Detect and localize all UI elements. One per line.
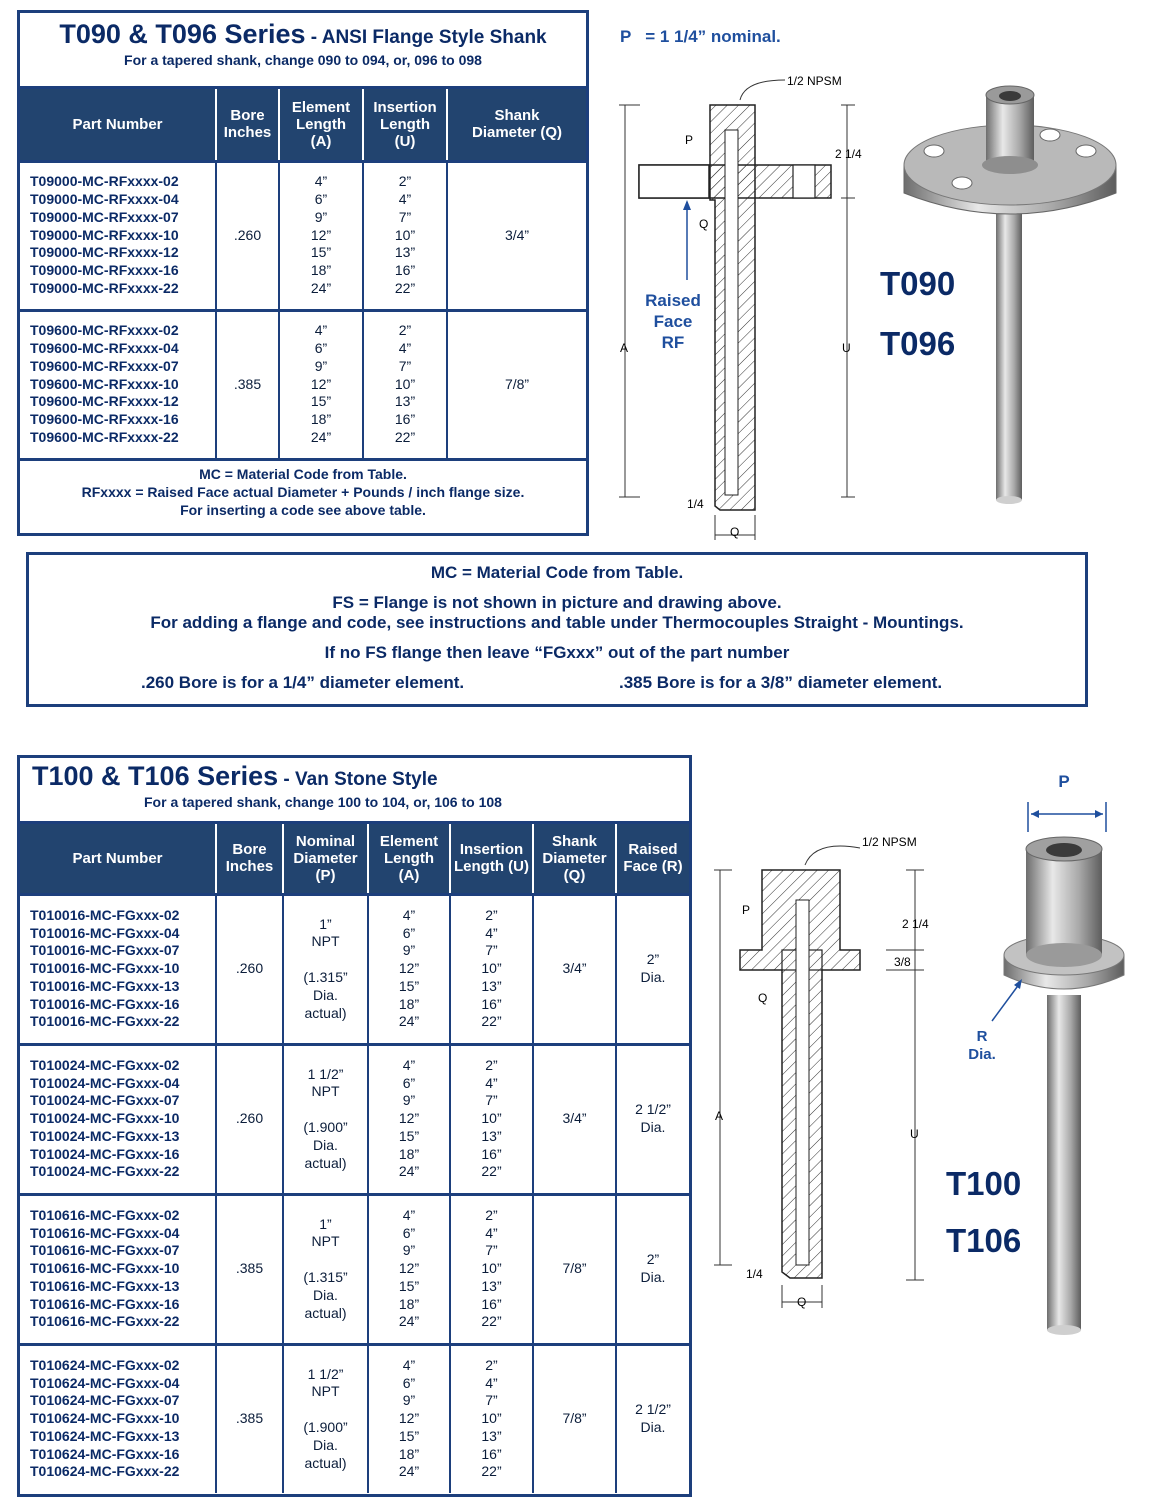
t090-footer (20, 458, 586, 519)
cell-line: 6” (314, 340, 328, 356)
cell-line: 10” (481, 1410, 502, 1427)
bore-cell: .385 (216, 1194, 283, 1344)
model-t090: T090 (880, 265, 956, 302)
cell-line: 24” (310, 279, 332, 296)
cell-line: T010624-MC-FGxxx-22 (30, 1463, 180, 1480)
cell-line: 15” (398, 1127, 420, 1144)
t090-q-bottom-label: Q (730, 525, 740, 539)
header-shank-diameter: Shank Diameter (Q) (447, 89, 586, 161)
t100-p-label: P (742, 903, 751, 917)
t100-technical-drawing (710, 830, 950, 1320)
cell-line: 9” (402, 942, 416, 959)
note-no-fs: If no FS flange then leave “FGxxx” out of the part number (324, 643, 790, 662)
cell-line: T010024-MC-FGxxx-10 (30, 1110, 180, 1127)
cell-line: 6” (402, 1074, 416, 1091)
t100-u-label: U (910, 1127, 919, 1141)
insertion-length-cell (450, 1194, 533, 1344)
insertion-length-cell (450, 894, 533, 1044)
nominal-diameter-cell (283, 1194, 368, 1344)
element-length-cell (279, 161, 363, 310)
table-row (20, 894, 689, 1044)
table-row (20, 1044, 689, 1194)
cell-line: 4” (314, 173, 328, 190)
raised-face-label: Raised Face RF (645, 291, 701, 352)
cell-line: T010616-MC-FGxxx-16 (30, 1295, 180, 1312)
header-nominal-diameter: Nominal Diameter (P) (283, 824, 368, 894)
cell-line: 7” (485, 1092, 498, 1109)
cell-line: 18” (398, 995, 420, 1012)
shank-diameter-cell: 3/4” (533, 894, 616, 1044)
model-t096: T096 (880, 325, 956, 362)
cell-line: T010024-MC-FGxxx-07 (30, 1092, 180, 1109)
cell-line: 6” (402, 1374, 416, 1391)
t100-npsm-label: 1/2 NPSM (862, 835, 917, 849)
cell-line: 18” (310, 262, 332, 279)
raised-face-cell (616, 1344, 689, 1493)
t100-p-dimension-arrow (1025, 800, 1110, 836)
t100-series-panel (17, 755, 692, 1497)
cell-line: T010024-MC-FGxxx-04 (30, 1074, 180, 1091)
element-length-cell (368, 894, 450, 1044)
r-dia-label: R Dia. (968, 1028, 996, 1063)
cell-line: T010616-MC-FGxxx-07 (30, 1242, 180, 1259)
cell-line: 4” (485, 924, 498, 941)
part-number-cell (20, 1194, 216, 1344)
cell-line: T010016-MC-FGxxx-13 (30, 977, 180, 994)
t100-subtitle: Van Stone Style (295, 769, 438, 790)
cell-line: 2” (485, 1056, 498, 1073)
cell-line: T010616-MC-FGxxx-04 (30, 1224, 180, 1241)
cell-line: 2” (485, 1206, 498, 1223)
cell-line: T09000-MC-RFxxxx-16 (30, 262, 179, 279)
shank-diameter-cell: 7/8” (533, 1194, 616, 1344)
cell-line: 2” (485, 906, 498, 923)
cell-line: 1” (319, 915, 332, 932)
bore-cell: .260 (216, 1044, 283, 1194)
cell-line: 10” (481, 1110, 502, 1127)
part-number-cell (20, 310, 216, 458)
part-number-cell (20, 1044, 216, 1194)
cell-line: 2” (398, 322, 412, 339)
cell-line: T010624-MC-FGxxx-07 (30, 1392, 180, 1409)
cell-line: T010024-MC-FGxxx-22 (30, 1163, 180, 1180)
cell-line: actual) (304, 1454, 347, 1471)
cell-line: 22” (481, 1163, 502, 1180)
cell-line: NPT (311, 1083, 340, 1100)
footer-mc: MC = Material Code from Table. (199, 465, 407, 482)
t100-spec-table (20, 824, 689, 1493)
cell-line: actual) (304, 1154, 347, 1171)
notes-box (26, 552, 1088, 707)
t090-taper-note: For a tapered shank, change 090 to 094, or, 096 to 098 (124, 52, 482, 68)
cell-line: Dia. (640, 1419, 666, 1435)
cell-line: 16” (481, 1445, 502, 1462)
insertion-length-cell (450, 1044, 533, 1194)
cell-line: 4” (398, 191, 412, 207)
t090-title-block: T090 & T096 Series - ANSI Flange Style Shank For a tapered shank, change 090 to 094, or, 096 to 098 (20, 13, 586, 89)
header-bore: Bore Inches (216, 89, 279, 161)
cell-line: 24” (398, 1463, 420, 1480)
r-dia-arrow (988, 975, 1028, 1025)
cell-line: (1.315” (303, 969, 348, 985)
t090-q-mid-label: Q (699, 217, 709, 231)
cell-line: 1 1/2” (307, 1065, 344, 1082)
header-raised-face: Raised Face (R) (616, 824, 689, 894)
cell-line: 24” (398, 1013, 420, 1030)
cell-line: T09000-MC-RFxxxx-02 (30, 173, 179, 190)
cell-line: 12” (398, 1260, 420, 1277)
header-insertion-length: Insertion Length (U) (363, 89, 447, 161)
cell-line: 2 1/2” (635, 1401, 671, 1418)
cell-line: 2” (485, 1356, 498, 1373)
cell-line: 16” (481, 1295, 502, 1312)
cell-line: Dia. (313, 1136, 338, 1153)
header-insertion-length: Insertion Length (U) (450, 824, 533, 894)
cell-line: T010024-MC-FGxxx-02 (30, 1056, 180, 1073)
cell-line: 13” (481, 977, 502, 994)
nominal-diameter-cell (283, 1044, 368, 1194)
t100-title: T100 & T106 Series (32, 761, 279, 791)
raised-face-cell (616, 894, 689, 1044)
p-nominal-note: P = 1 1/4” nominal. (620, 27, 781, 46)
cell-line: T010624-MC-FGxxx-16 (30, 1445, 180, 1462)
cell-line: T010616-MC-FGxxx-02 (30, 1206, 180, 1223)
nominal-diameter-cell (283, 894, 368, 1044)
raised-face-cell (616, 1044, 689, 1194)
cell-line: 15” (310, 244, 332, 261)
t100-a-label: A (715, 1109, 724, 1123)
table-row (20, 161, 586, 310)
t090-p-label: P (685, 133, 694, 147)
table-row (20, 1194, 689, 1344)
element-length-cell (368, 1344, 450, 1493)
t100-quarter-label: 1/4 (746, 1267, 763, 1281)
t100-p-dimension-label: P (1058, 772, 1070, 791)
cell-line: Dia. (313, 986, 338, 1003)
insertion-length-cell (363, 310, 447, 458)
cell-line: 4” (402, 1056, 416, 1073)
cell-line: 9” (402, 1092, 416, 1109)
table-row (20, 1344, 689, 1493)
cell-line: T09600-MC-RFxxxx-12 (30, 393, 179, 410)
header-part-number: Part Number (20, 824, 216, 894)
cell-line: T010016-MC-FGxxx-07 (30, 942, 180, 959)
cell-line: 2” (646, 951, 660, 968)
t090-series-panel (17, 10, 589, 536)
t100-dim-3-8: 3/8 (894, 955, 911, 969)
t100-dim-2-1-4: 2 1/4 (902, 917, 929, 931)
cell-line: (1.900” (303, 1419, 348, 1435)
cell-line: 4” (398, 340, 412, 356)
header-part-number: Part Number (20, 89, 216, 161)
cell-line: 12” (310, 375, 332, 392)
note-adding-flange: For adding a flange and code, see instructions and table under Thermocouples Straight - Mountings. (150, 613, 964, 632)
cell-line: actual) (304, 1304, 347, 1321)
cell-line: 16” (481, 1145, 502, 1162)
bore-cell: .260 (216, 161, 279, 310)
cell-line: 15” (398, 1277, 420, 1294)
cell-line: (1.900” (303, 1119, 348, 1135)
cell-line: T010624-MC-FGxxx-13 (30, 1427, 180, 1444)
cell-line: T09600-MC-RFxxxx-22 (30, 428, 179, 445)
table-row (20, 310, 586, 458)
cell-line: 10” (394, 375, 416, 392)
cell-line: Dia. (640, 1119, 666, 1135)
t090-subtitle: ANSI Flange Style Shank (321, 27, 547, 48)
cell-line: 13” (394, 244, 416, 261)
shank-diameter-cell: 7/8” (533, 1344, 616, 1493)
cell-line: 2” (398, 173, 412, 190)
cell-line: 22” (481, 1013, 502, 1030)
cell-line: T010616-MC-FGxxx-22 (30, 1313, 180, 1330)
cell-line: 24” (310, 428, 332, 445)
cell-line: 9” (402, 1242, 416, 1259)
cell-line: 6” (314, 191, 328, 207)
bore-cell: .385 (216, 1344, 283, 1493)
t090-dim-2-1-4: 2 1/4 (835, 147, 862, 161)
cell-line: 18” (310, 411, 332, 428)
header-element-length: Element Length (A) (279, 89, 363, 161)
cell-line: 4” (485, 1374, 498, 1391)
bore-cell: .260 (216, 894, 283, 1044)
cell-line: T010624-MC-FGxxx-04 (30, 1374, 180, 1391)
cell-line: 12” (398, 1410, 420, 1427)
t090-u-label: U (842, 341, 851, 355)
cell-line: 12” (398, 1110, 420, 1127)
cell-line: 7” (485, 1242, 498, 1259)
cell-line: 24” (398, 1313, 420, 1330)
part-number-cell (20, 894, 216, 1044)
cell-line: 16” (394, 411, 416, 428)
t090-npsm-label: 1/2 NPSM (787, 74, 842, 88)
header-shank-diameter: Shank Diameter (Q) (533, 824, 616, 894)
cell-line: 22” (394, 279, 416, 296)
cell-line: 7” (398, 357, 412, 374)
cell-line: 4” (485, 1224, 498, 1241)
t100-taper-note: For a tapered shank, change 100 to 104, or, 106 to 108 (144, 794, 502, 810)
cell-line: 13” (481, 1277, 502, 1294)
shank-diameter-cell: 3/4” (533, 1044, 616, 1194)
cell-line: 15” (398, 977, 420, 994)
cell-line: 9” (314, 208, 328, 225)
cell-line: T010016-MC-FGxxx-02 (30, 906, 180, 923)
part-number-cell (20, 161, 216, 310)
cell-line: 2” (646, 1251, 660, 1268)
cell-line: T010016-MC-FGxxx-04 (30, 924, 180, 941)
cell-line: 15” (398, 1427, 420, 1444)
cell-line: T010016-MC-FGxxx-22 (30, 1013, 180, 1030)
cell-line: T09000-MC-RFxxxx-04 (30, 191, 179, 207)
cell-line: 10” (481, 1260, 502, 1277)
cell-line: Dia. (640, 1269, 666, 1285)
cell-line: T010024-MC-FGxxx-13 (30, 1127, 180, 1144)
cell-line: 1 1/2” (307, 1365, 344, 1382)
cell-line: 1” (319, 1215, 332, 1232)
nominal-diameter-cell (283, 1344, 368, 1493)
t090-spec-table (20, 89, 586, 458)
t090-quarter-label: 1/4 (687, 497, 704, 511)
cell-line: 12” (310, 226, 332, 243)
footer-rfxxxx: RFxxxx = Raised Face actual Diameter + Pounds / inch flange size. (81, 483, 525, 500)
cell-line: 12” (398, 960, 420, 977)
cell-line: 18” (398, 1295, 420, 1312)
cell-line: 7” (485, 1392, 498, 1409)
cell-line: 16” (481, 995, 502, 1012)
cell-line: 18” (398, 1445, 420, 1462)
note-mc: MC = Material Code from Table. (430, 563, 684, 582)
cell-line: T010624-MC-FGxxx-10 (30, 1410, 180, 1427)
shank-diameter-cell: 3/4” (447, 161, 586, 310)
note-260-bore: .260 Bore is for a 1/4” diameter element. (141, 673, 465, 692)
cell-line: T09600-MC-RFxxxx-04 (30, 340, 179, 356)
raised-face-cell (616, 1194, 689, 1344)
t100-q-mid-label: Q (758, 991, 768, 1005)
cell-line: 22” (481, 1313, 502, 1330)
cell-line: 13” (394, 393, 416, 410)
cell-line: 10” (481, 960, 502, 977)
cell-line: 24” (398, 1163, 420, 1180)
element-length-cell (368, 1044, 450, 1194)
cell-line: 13” (481, 1127, 502, 1144)
cell-line: T09600-MC-RFxxxx-16 (30, 411, 179, 428)
part-number-cell (20, 1344, 216, 1493)
cell-line: T09600-MC-RFxxxx-07 (30, 357, 179, 374)
header-bore: Bore Inches (216, 824, 283, 894)
cell-line: 7” (398, 208, 412, 225)
cell-line: 15” (310, 393, 332, 410)
header-element-length: Element Length (A) (368, 824, 450, 894)
cell-line: 2 1/2” (635, 1101, 671, 1118)
cell-line: T010016-MC-FGxxx-16 (30, 995, 180, 1012)
cell-line: Dia. (313, 1286, 338, 1303)
cell-line: 4” (402, 1356, 416, 1373)
cell-line: NPT (311, 1383, 340, 1400)
cell-line: T09000-MC-RFxxxx-07 (30, 208, 179, 225)
cell-line: NPT (311, 1233, 340, 1250)
cell-line: 4” (402, 906, 416, 923)
cell-line: 4” (402, 1206, 416, 1223)
insertion-length-cell (450, 1344, 533, 1493)
cell-line: 9” (314, 357, 328, 374)
cell-line: Dia. (640, 969, 666, 985)
t090-a-label: A (620, 341, 629, 355)
cell-line: T09000-MC-RFxxxx-12 (30, 244, 179, 261)
model-t100: T100 (946, 1165, 1022, 1202)
cell-line: 22” (481, 1463, 502, 1480)
cell-line: T010016-MC-FGxxx-10 (30, 960, 180, 977)
cell-line: 7” (485, 942, 498, 959)
cell-line: T010024-MC-FGxxx-16 (30, 1145, 180, 1162)
cell-line: 10” (394, 226, 416, 243)
t090-title: T090 & T096 Series (59, 19, 306, 49)
cell-line: 22” (394, 428, 416, 445)
cell-line: T010616-MC-FGxxx-10 (30, 1260, 180, 1277)
insertion-length-cell (363, 161, 447, 310)
t100-product-photo (1000, 835, 1130, 1345)
cell-line: Dia. (313, 1436, 338, 1453)
cell-line: T010616-MC-FGxxx-13 (30, 1277, 180, 1294)
cell-line: 16” (394, 262, 416, 279)
cell-line: 6” (402, 924, 416, 941)
cell-line: T09600-MC-RFxxxx-10 (30, 375, 179, 392)
cell-line: T09600-MC-RFxxxx-02 (30, 322, 179, 339)
cell-line: T010624-MC-FGxxx-02 (30, 1356, 180, 1373)
cell-line: 9” (402, 1392, 416, 1409)
cell-line: actual) (304, 1004, 347, 1021)
t100-title-block: T100 & T106 Series - Van Stone Style For a tapered shank, change 100 to 104, or, 106 to 108 (20, 758, 689, 824)
shank-diameter-cell: 7/8” (447, 310, 586, 458)
element-length-cell (368, 1194, 450, 1344)
cell-line: T09000-MC-RFxxxx-22 (30, 279, 179, 296)
model-t106: T106 (946, 1222, 1022, 1259)
cell-line: 13” (481, 1427, 502, 1444)
bore-cell: .385 (216, 310, 279, 458)
footer-inserting: For inserting a code see above table. (180, 501, 426, 518)
element-length-cell (279, 310, 363, 458)
cell-line: 6” (402, 1224, 416, 1241)
t100-q-bottom-label: Q (797, 1295, 807, 1309)
cell-line: NPT (311, 933, 340, 950)
cell-line: 4” (314, 322, 328, 339)
cell-line: 18” (398, 1145, 420, 1162)
cell-line: 4” (485, 1074, 498, 1091)
note-fs: FS = Flange is not shown in picture and drawing above. (332, 593, 782, 612)
note-385-bore: .385 Bore is for a 3/8” diameter element. (619, 673, 943, 692)
cell-line: (1.315” (303, 1269, 348, 1285)
cell-line: T09000-MC-RFxxxx-10 (30, 226, 179, 243)
